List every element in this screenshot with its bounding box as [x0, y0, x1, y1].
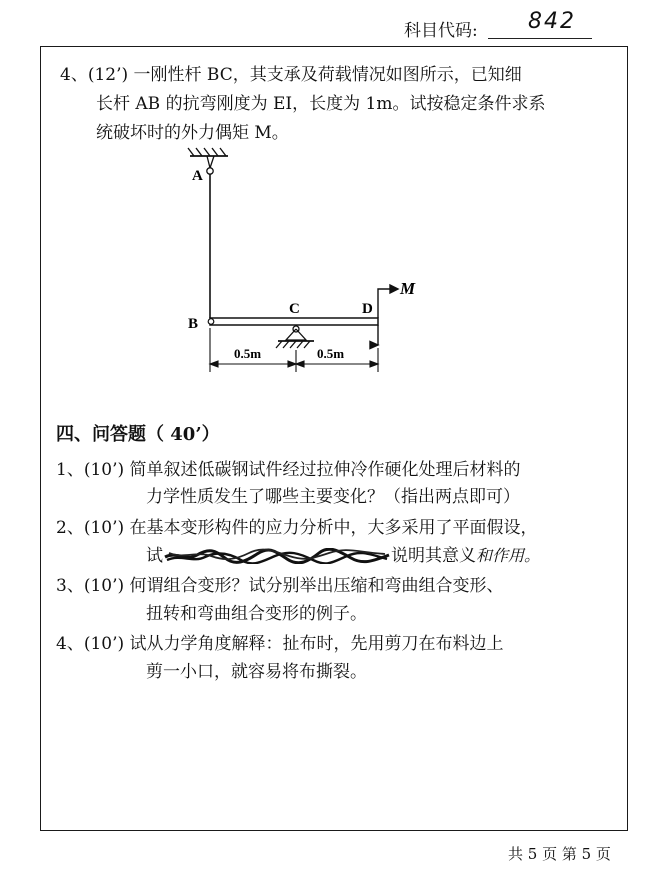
label-a: A: [192, 168, 203, 184]
q2-line2: [146, 542, 540, 570]
q2-line2-prefix: 试: [146, 546, 163, 566]
label-d: D: [362, 301, 373, 317]
q2-line2-handwritten: 和作用。: [476, 546, 541, 565]
problem4-line1: 4、(12’) 一刚性杆 BC，其支承及荷载情况如图所示，已知细: [60, 65, 522, 85]
problem4-figure: [150, 140, 450, 390]
scribbled-out-text: [163, 548, 391, 564]
ceiling-support-icon: [188, 148, 228, 168]
problem4-line3: 统破坏时的外力偶矩 M。: [96, 123, 289, 143]
q1-line1: 1、(10’) 简单叙述低碳钢试件经过拉伸冷作硬化处理后材料的: [56, 460, 521, 480]
moment-arrow-icon: [370, 285, 398, 349]
q2-line2-suffix: 说明其意义: [391, 546, 476, 566]
q1-line2: 力学性质发生了哪些主要变化？（指出两点即可）: [146, 487, 520, 507]
subject-code-value: 842: [528, 9, 576, 34]
subject-code-label: 科目代码:: [404, 21, 478, 41]
section4-title: 四、问答题（ 40’）: [56, 424, 220, 445]
q2-line1: 2、(10’) 在基本变形构件的应力分析中，大多采用了平面假设，: [56, 518, 538, 538]
q4-line2: 剪一小口，就容易将布撕裂。: [146, 662, 367, 682]
q3-line2: 扭转和弯曲组合变形的例子。: [146, 604, 367, 624]
q3-line1: 3、(10’) 何谓组合变形？试分别举出压缩和弯曲组合变形、: [56, 576, 504, 596]
label-b: B: [188, 316, 199, 332]
dimension-left: 0.5m: [234, 346, 262, 361]
pin-b-icon: [208, 319, 214, 325]
rigid-bar-bc: [210, 318, 378, 325]
q4-line1: 4、(10’) 试从力学角度解释：扯布时，先用剪刀在布料边上: [56, 634, 504, 654]
problem4-line2: 长杆 AB 的抗弯刚度为 EI，长度为 1m。试按稳定条件求系: [96, 94, 546, 114]
label-c: C: [289, 301, 300, 317]
label-m: M: [400, 279, 416, 298]
dimension-right: 0.5m: [317, 346, 345, 361]
pin-support-c-icon: [276, 326, 314, 348]
pin-a-icon: [207, 168, 213, 174]
page-footer: 共 5 页 第 5 页: [508, 845, 611, 863]
